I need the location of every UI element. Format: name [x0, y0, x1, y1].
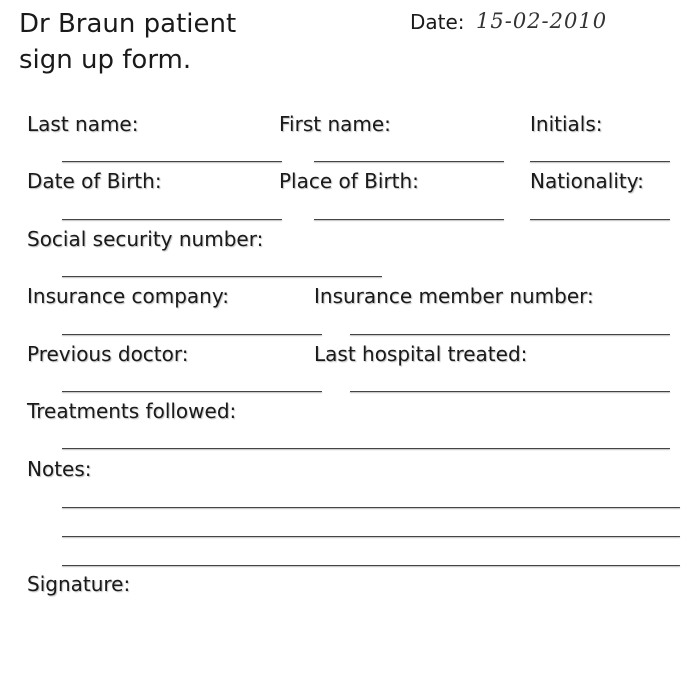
insurance-company-label: Insurance company:: [27, 284, 229, 308]
previous-doctor-label: Previous doctor:: [27, 342, 189, 366]
date-of-birth-line[interactable]: [62, 219, 282, 220]
last-name-line[interactable]: [62, 161, 282, 162]
form-title-line2: sign up form.: [19, 45, 192, 75]
social-security-label: Social security number:: [27, 227, 264, 251]
nationality-line[interactable]: [530, 219, 670, 220]
notes-line-2[interactable]: [62, 536, 680, 537]
date-value: 15-02-2010: [476, 9, 608, 33]
initials-label: Initials:: [530, 112, 603, 136]
notes-label: Notes:: [27, 457, 92, 481]
social-security-line[interactable]: [62, 276, 382, 277]
place-of-birth-label: Place of Birth:: [279, 169, 419, 193]
insurance-member-number-line[interactable]: [350, 334, 670, 335]
place-of-birth-line[interactable]: [314, 219, 504, 220]
last-hospital-line[interactable]: [350, 391, 670, 392]
last-name-label: Last name:: [27, 112, 139, 136]
notes-line-1[interactable]: [62, 507, 680, 508]
first-name-label: First name:: [279, 112, 391, 136]
notes-line-3[interactable]: [62, 565, 680, 566]
last-hospital-label: Last hospital treated:: [314, 342, 528, 366]
insurance-member-number-label: Insurance member number:: [314, 284, 594, 308]
first-name-line[interactable]: [314, 161, 504, 162]
treatments-followed-line[interactable]: [62, 448, 670, 449]
date-label: Date:: [410, 10, 465, 34]
previous-doctor-line[interactable]: [62, 391, 322, 392]
insurance-company-line[interactable]: [62, 334, 322, 335]
date-of-birth-label: Date of Birth:: [27, 169, 162, 193]
form-title-line1: Dr Braun patient: [19, 9, 237, 39]
initials-line[interactable]: [530, 161, 670, 162]
treatments-followed-label: Treatments followed:: [27, 399, 237, 423]
signature-label: Signature:: [27, 572, 131, 596]
nationality-label: Nationality:: [530, 169, 644, 193]
